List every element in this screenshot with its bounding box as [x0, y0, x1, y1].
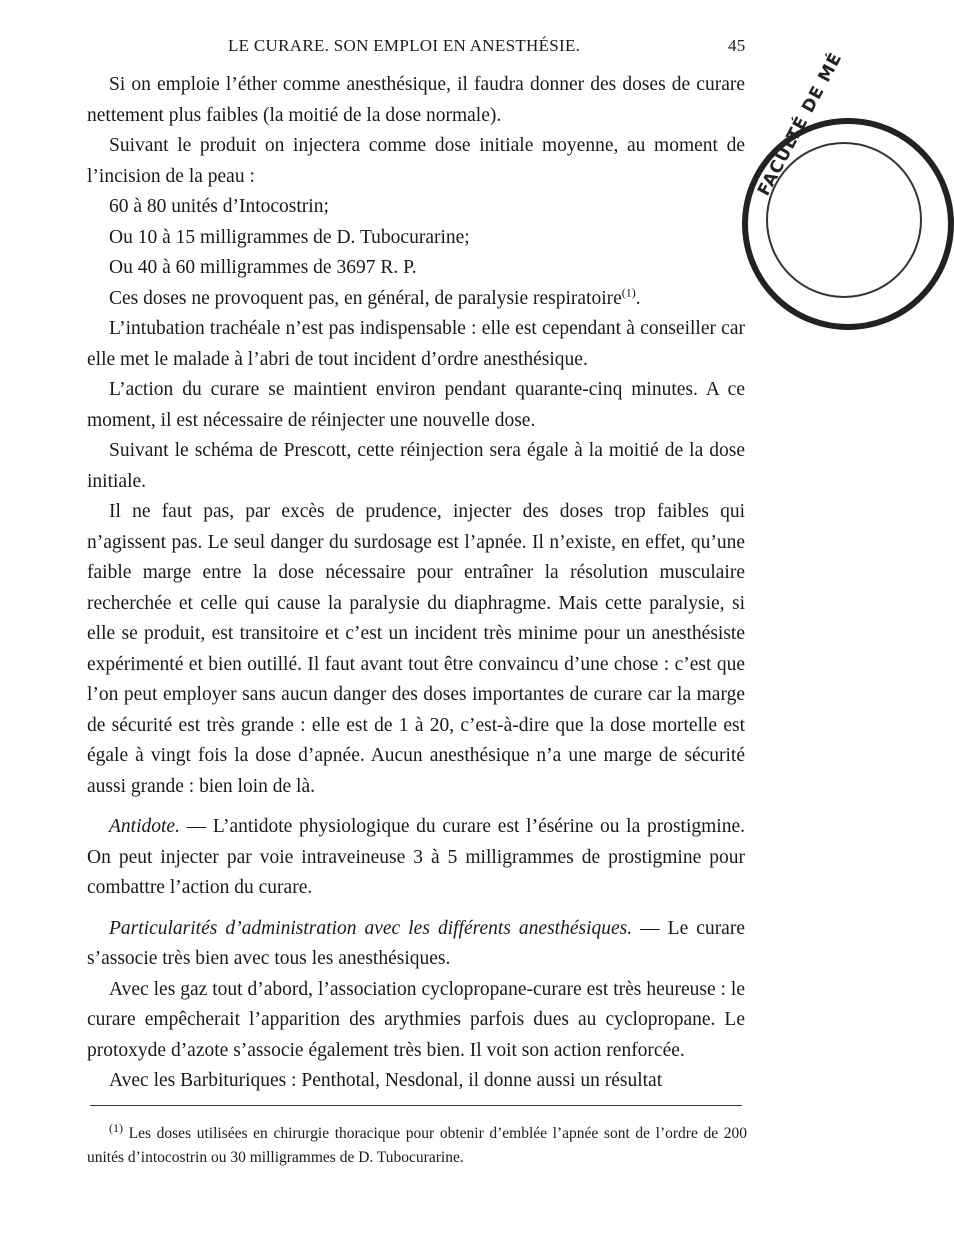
dose-list-item: Ou 10 à 15 milligrammes de D. Tubocurarine;	[109, 226, 470, 248]
paragraph: Suivant le produit on injectera comme dose initiale moyenne, au moment de l’incision de la peau :	[87, 135, 745, 187]
paragraph: Suivant le schéma de Prescott, cette réinjection sera égale à la moitié de la dose initiale.	[87, 440, 745, 492]
antidote-text: — L’antidote physiologique du curare est l’ésérine ou la prostigmine. On peut injecter par voie intraveineuse 3 à 5 milligrammes de prostigmine pour combattre l’action du curare.	[87, 816, 745, 898]
footnote-reference: (1)	[621, 285, 636, 299]
stamp-text: FACULTÉ DE MÉ	[754, 49, 847, 200]
dose-list-item: Ou 40 à 60 milligrammes de 3697 R. P.	[109, 257, 417, 278]
footnote-text: Les doses utilisées en chirurgie thoracique pour obtenir d’emblée l’apnée sont de l’ordre de 200 unités d’intocostrin ou 30 milligrammes de D. Tubocurarine.	[87, 1125, 747, 1166]
dose-list-item: 60 à 80 unités d’Intocostrin;	[109, 196, 329, 217]
footnote-divider	[90, 1105, 742, 1106]
particularites-text: — Le curare s’associe très bien avec tous les anesthésiques.	[87, 917, 745, 969]
particularites-heading: Particularités d’administration avec les différents anesthésiques.	[109, 917, 633, 939]
paragraph: L’intubation trachéale n’est pas indispensable : elle est cependant à conseiller car elle met le malade à l’abri de tout incident d’ordre anesthésique.	[87, 318, 745, 370]
footnote	[87, 1122, 747, 1170]
paragraph: Il ne faut pas, par excès de prudence, injecter des doses trop faibles qui n’agissent pas. Le seul danger du surdosage est l’apnée. Il n’existe, en effet, qu’une faible marge entre la dose nécessaire pour entraîner la résolution musculaire recherchée et celle qui cause la paralysie du diaphragme. Mais cette paralysie, si elle se produit, est transitoire et c’est un incident très minime pour un anesthésiste expérimenté et bien outillé. Il faut avant tout être convaincu d’une chose : c’est que l’on peut employer sans aucun danger des doses importantes de curare car la marge de sécurité est très grande : elle est de 1 à 20, c’est-à-dire que la dose mortelle est égale à vingt fois la dose d’apnée. Aucun anesthésique n’a une marge de sécurité aussi grande : bien loin de là.	[87, 501, 745, 797]
paragraph: Si on emploie l’éther comme anesthésique, il faudra donner des doses de curare nettement plus faibles (la moitié de la dose normale).	[87, 74, 745, 126]
running-head	[0, 36, 800, 60]
antidote-paragraph	[87, 812, 745, 904]
paragraph-end: .	[635, 287, 641, 309]
paragraph: Avec les Barbituriques : Penthotal, Nesdonal, il donne aussi un résultat	[109, 1070, 663, 1091]
paragraph	[87, 284, 745, 315]
body-text	[87, 70, 745, 1097]
library-stamp-icon	[742, 49, 954, 330]
paragraph: Avec les gaz tout d’abord, l’association cyclopropane-curare est très heureuse : le curare empêcherait l’apparition des arythmies parfois dues au cyclopropane. Le protoxyde d’azote s’associe également très bien. Il voit son action renforcée.	[87, 978, 745, 1061]
paragraph-text: Ces doses ne provoquent pas, en général, de paralysie respiratoire	[109, 287, 622, 309]
antidote-heading: Antidote.	[109, 816, 180, 837]
running-title: LE CURARE. SON EMPLOI EN ANESTHÉSIE.	[228, 36, 581, 55]
footnote-marker: (1)	[109, 1120, 123, 1135]
paragraph: L’action du curare se maintient environ pendant quarante-cinq minutes. A ce moment, il est nécessaire de réinjecter une nouvelle dose.	[87, 379, 745, 431]
page-number: 45	[728, 36, 746, 55]
particularites-paragraph	[87, 914, 745, 975]
footnote-paragraph	[87, 1122, 747, 1170]
